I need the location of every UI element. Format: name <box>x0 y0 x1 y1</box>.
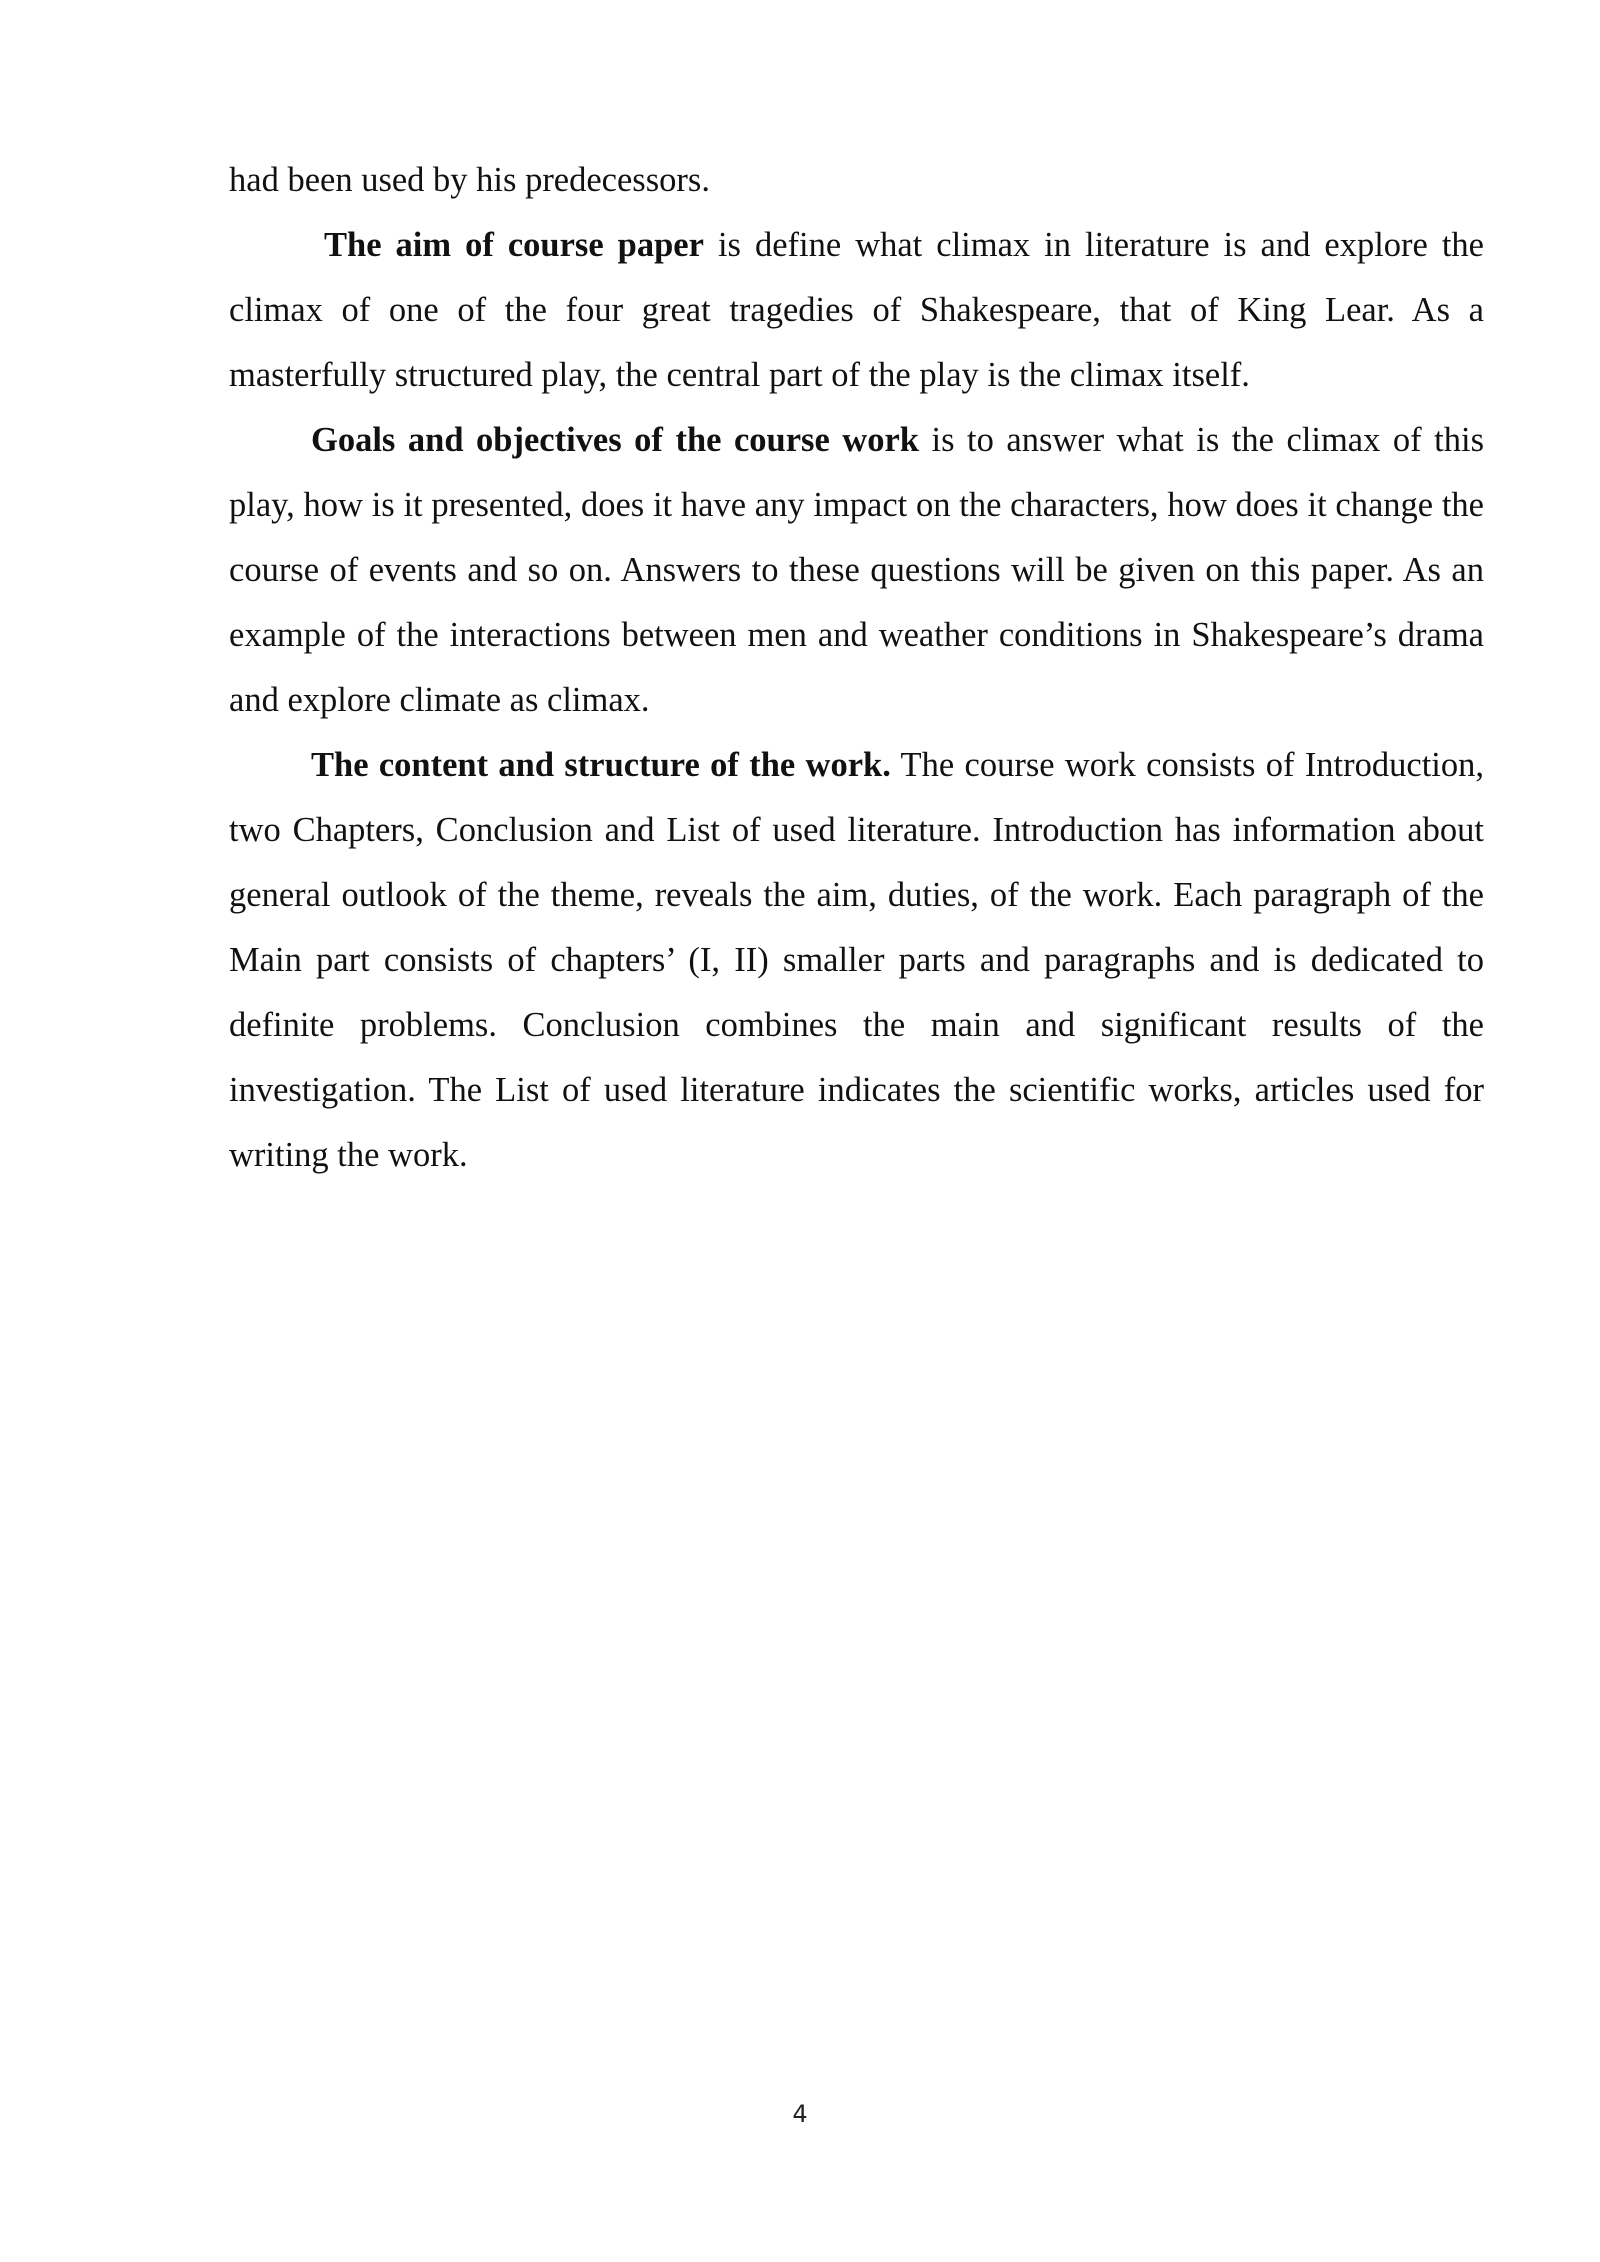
paragraph-lead-aim: The aim of course paper <box>324 226 704 264</box>
body-text <box>229 148 1484 1188</box>
paragraph-goals <box>229 408 1484 733</box>
paragraph-text: is define what climax in literature is and explore the climax of one of the four great tragedies of Shakespeare, that of King Lear. As a masterfully structured play, the central part of the play is the climax itself. <box>229 226 1484 394</box>
paragraph-text: The course work consists of Introduction, two Chapters, Conclusion and List of used literature. Introduction has information about general outlook of the theme, reveals the aim, duties, of the work. Each paragraph of the Main part consists of chapters’ (I, II) smaller parts and paragraphs and is dedicated to definite problems. Conclusion combines the main and significant results of the investigation. The List of used literature indicates the scientific works, articles used for writing the work. <box>229 746 1484 1174</box>
paragraph-lead-goals: Goals and objectives of the course work <box>311 421 919 459</box>
paragraph-text: is to answer what is the climax of this play, how is it presented, does it have any impact on the characters, how does it change the course of events and so on. Answers to these questions will be given on this paper. As an example of the interactions between men and weather conditions in Shakespeare’s drama and explore climate as climax. <box>229 421 1484 719</box>
paragraph-text: had been used by his predecessors. <box>229 161 710 199</box>
paragraph-lead-structure: The content and structure of the work. <box>311 746 891 784</box>
paragraph-continuation <box>229 148 1484 213</box>
paragraph-aim <box>229 213 1484 408</box>
paragraph-structure <box>229 733 1484 1188</box>
page-number: 4 <box>792 2100 808 2128</box>
